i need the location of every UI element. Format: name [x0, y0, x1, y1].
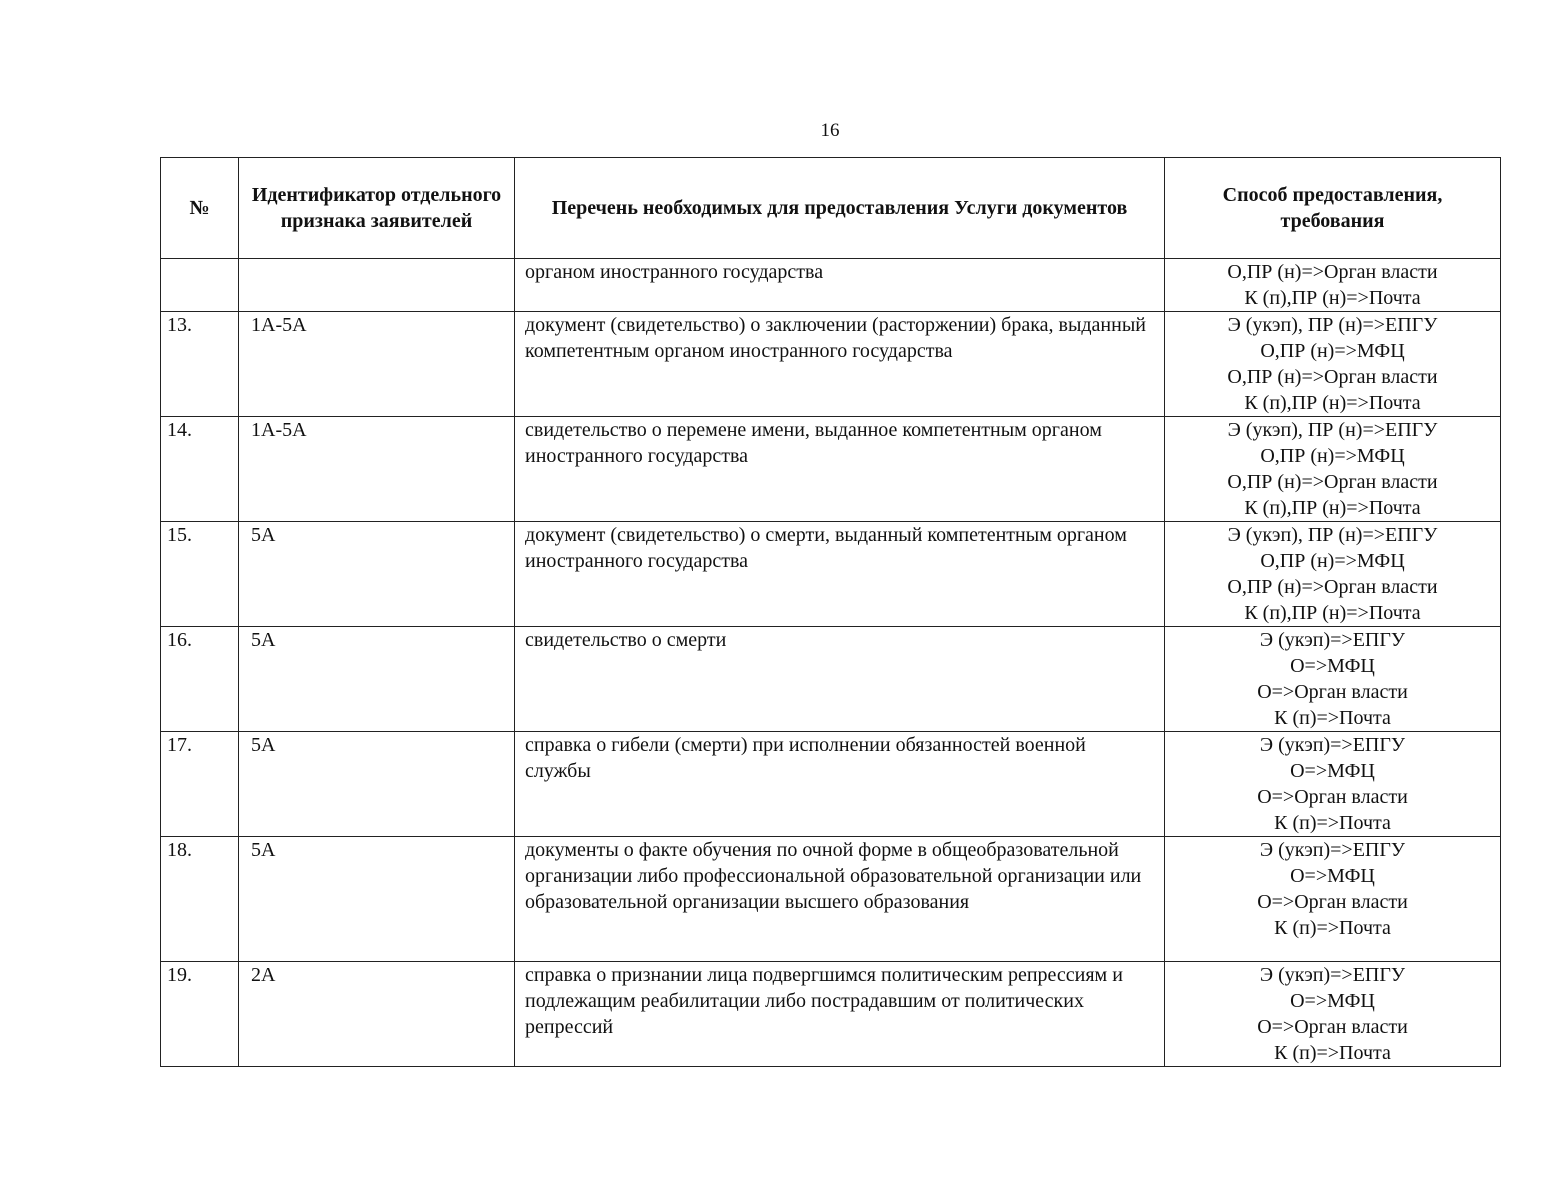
row-identifier: 1А-5А: [239, 312, 515, 417]
method-line: О,ПР (н)=>МФЦ: [1260, 445, 1405, 467]
method-line: О=>МФЦ: [1290, 865, 1375, 887]
header-documents: Перечень необходимых для предоставления Услуги документов: [515, 158, 1165, 259]
method-line: К (п)=>Почта: [1274, 1042, 1391, 1064]
row-identifier: [239, 259, 515, 312]
method-line: К (п),ПР (н)=>Почта: [1244, 497, 1421, 519]
row-number: 15.: [161, 522, 239, 627]
row-number: [161, 259, 239, 312]
table-row: [161, 962, 1501, 1067]
row-document: документы о факте обучения по очной форме в общеобразовательной организации либо профессиональной образовательной организации или образовательной организации высшего образования: [515, 837, 1165, 962]
method-line: К (п)=>Почта: [1274, 707, 1391, 729]
method-line: О,ПР (н)=>Орган власти: [1227, 261, 1438, 283]
method-line: О=>МФЦ: [1290, 655, 1375, 677]
row-document: свидетельство о перемене имени, выданное компетентным органом иностранного государства: [515, 417, 1165, 522]
method-line: О,ПР (н)=>Орган власти: [1227, 366, 1438, 388]
documents-table: [160, 157, 1501, 1067]
method-line: О=>Орган власти: [1257, 1016, 1408, 1038]
table-header-row: [161, 158, 1501, 259]
row-method: [1165, 417, 1501, 522]
row-number: 14.: [161, 417, 239, 522]
header-method: Способ предоставления, требования: [1165, 158, 1501, 259]
row-identifier: 1А-5А: [239, 417, 515, 522]
method-line: О,ПР (н)=>Орган власти: [1227, 471, 1438, 493]
method-line: Э (укэп), ПР (н)=>ЕПГУ: [1227, 314, 1438, 336]
row-number: 17.: [161, 732, 239, 837]
method-line: К (п),ПР (н)=>Почта: [1244, 602, 1421, 624]
row-method: [1165, 627, 1501, 732]
table-row: [161, 627, 1501, 732]
row-identifier: 5А: [239, 837, 515, 962]
method-line: Э (укэп), ПР (н)=>ЕПГУ: [1227, 524, 1438, 546]
method-line: К (п),ПР (н)=>Почта: [1244, 287, 1421, 309]
method-line: К (п)=>Почта: [1274, 812, 1391, 834]
table-row: [161, 522, 1501, 627]
row-identifier: 2А: [239, 962, 515, 1067]
method-line: О=>Орган власти: [1257, 681, 1408, 703]
row-method: [1165, 259, 1501, 312]
row-document: свидетельство о смерти: [515, 627, 1165, 732]
method-line: К (п)=>Почта: [1274, 917, 1391, 939]
header-identifier: Идентификатор отдельного признака заявителей: [239, 158, 515, 259]
method-line: Э (укэп)=>ЕПГУ: [1259, 629, 1406, 651]
method-line: О,ПР (н)=>МФЦ: [1260, 550, 1405, 572]
method-line: Э (укэп)=>ЕПГУ: [1259, 964, 1406, 986]
header-number: №: [161, 158, 239, 259]
method-line: О=>МФЦ: [1290, 760, 1375, 782]
table-row: [161, 312, 1501, 417]
table-row: [161, 732, 1501, 837]
row-number: 13.: [161, 312, 239, 417]
row-identifier: 5А: [239, 732, 515, 837]
page-number: 16: [820, 120, 840, 141]
method-line: О=>МФЦ: [1290, 990, 1375, 1012]
row-number: 16.: [161, 627, 239, 732]
row-identifier: 5А: [239, 522, 515, 627]
table-row: [161, 259, 1501, 312]
row-method: [1165, 962, 1501, 1067]
method-line: О=>Орган власти: [1257, 786, 1408, 808]
table-row: [161, 837, 1501, 962]
row-method: [1165, 312, 1501, 417]
row-document: органом иностранного государства: [515, 259, 1165, 312]
row-document: документ (свидетельство) о смерти, выданный компетентным органом иностранного государства: [515, 522, 1165, 627]
row-document: справка о гибели (смерти) при исполнении обязанностей военной службы: [515, 732, 1165, 837]
table-row: [161, 417, 1501, 522]
row-document: справка о признании лица подвергшимся политическим репрессиям и подлежащим реабилитации либо пострадавшим от политических репрессий: [515, 962, 1165, 1067]
method-line: О,ПР (н)=>МФЦ: [1260, 340, 1405, 362]
method-line: Э (укэп)=>ЕПГУ: [1259, 839, 1406, 861]
row-identifier: 5А: [239, 627, 515, 732]
method-line: О,ПР (н)=>Орган власти: [1227, 576, 1438, 598]
method-line: К (п),ПР (н)=>Почта: [1244, 392, 1421, 414]
row-method: [1165, 837, 1501, 962]
row-number: 19.: [161, 962, 239, 1067]
method-line: О=>Орган власти: [1257, 891, 1408, 913]
method-line: Э (укэп)=>ЕПГУ: [1259, 734, 1406, 756]
method-line: Э (укэп), ПР (н)=>ЕПГУ: [1227, 419, 1438, 441]
row-number: 18.: [161, 837, 239, 962]
row-method: [1165, 732, 1501, 837]
row-document: документ (свидетельство) о заключении (расторжении) брака, выданный компетентным органом иностранного государства: [515, 312, 1165, 417]
row-method: [1165, 522, 1501, 627]
